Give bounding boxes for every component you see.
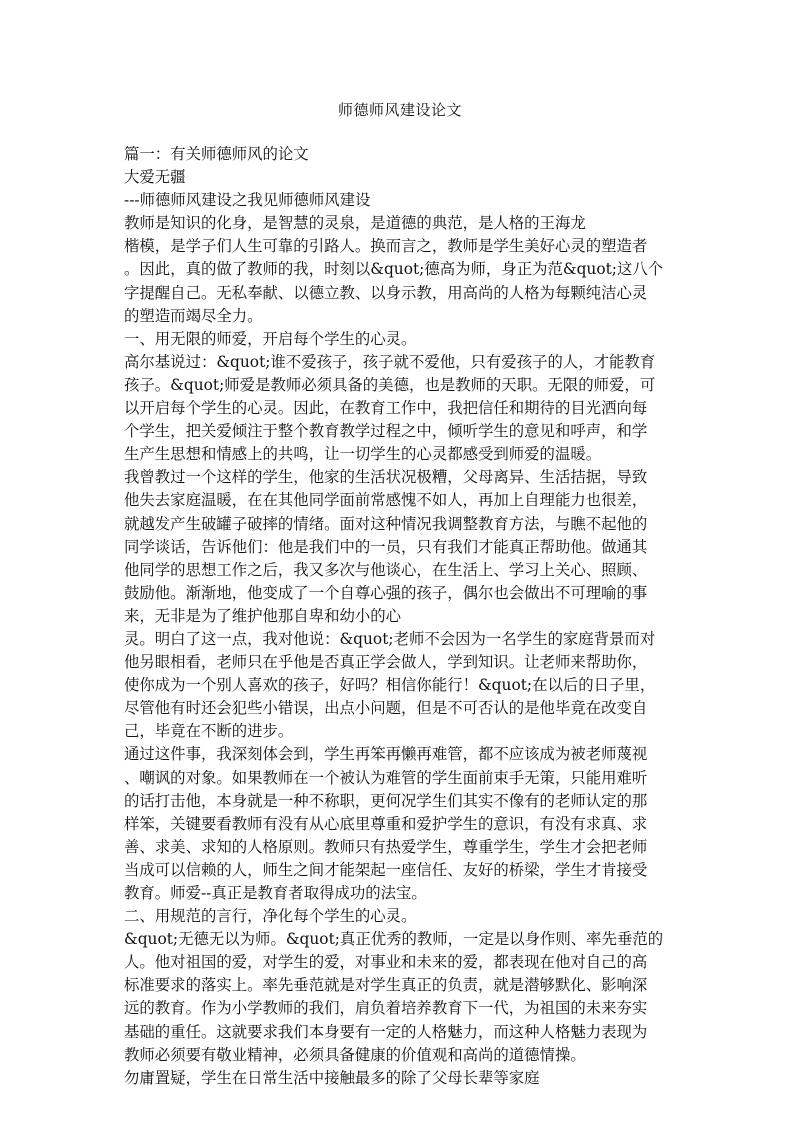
text-line: 鼓励他。渐渐地，他变成了一个自尊心强的孩子，偶尔也会做出不可理喻的事 xyxy=(124,583,648,602)
text-line: 生产生思想和情感上的共鸣，让一切学生的心灵都感受到师爱的温暖。 xyxy=(124,445,602,464)
text-line: 高尔基说过：&quot;谁不爱孩子，孩子就不爱他，只有爱孩子的人，才能教育 xyxy=(124,352,656,371)
text-line: 同学谈话，告诉他们：他是我们中的一员，只有我们才能真正帮助他。做通其 xyxy=(124,537,648,556)
document-body xyxy=(124,143,684,1090)
text-line: 二、用规范的言行，净化每个学生的心灵。 xyxy=(124,907,417,926)
text-line: 远的教育。作为小学教师的我们，肩负着培养教育下一代，为祖国的未来夯实 xyxy=(124,999,648,1018)
text-line: 使你成为一个别人喜欢的孩子，好吗？相信你能行！&quot;在以后的日子里， xyxy=(124,676,656,695)
text-line: 教师是知识的化身，是智慧的灵泉，是道德的典范，是人格的王海龙 xyxy=(124,214,586,233)
text-line: 标准要求的落实上。率先垂范就是对学生真正的负责，就是潜够默化、影响深 xyxy=(124,976,648,995)
text-line: &quot;无德无以为师。&quot;真正优秀的教师，一定是以身作则、率先垂范的 xyxy=(124,930,664,949)
text-line: 、嘲讽的对象。如果教师在一个被认为难管的学生面前束手无策，只能用难听 xyxy=(124,768,648,787)
text-line: 篇一：有关师德师风的论文 xyxy=(124,145,309,163)
text-line: 勿庸置疑，学生在日常生活中接触最多的除了父母长辈等家庭 xyxy=(124,1068,540,1087)
text-line: 来，无非是为了维护他那自卑和幼小的心 xyxy=(124,606,402,625)
text-line: 当成可以信赖的人，师生之间才能架起一座信任、友好的桥梁，学生才肯接受 xyxy=(124,860,648,879)
text-line: 他失去家庭温暖，在在其他同学面前常感愧不如人，再加上自理能力也很差， xyxy=(124,491,648,510)
text-line: 个学生，把关爱倾注于整个教育教学过程之中，倾听学生的意见和呼声，和学 xyxy=(124,422,648,441)
text-line: 通过这件事，我深刻体会到，学生再笨再懒再难管，都不应该成为被老师蔑视 xyxy=(124,745,648,764)
text-line: 样笨，关键要看教师有没有从心底里尊重和爱护学生的意识，有没有求真、求 xyxy=(124,814,648,833)
text-line: 他同学的思想工作之后，我又多次与他谈心，在生活上、学习上关心、照顾、 xyxy=(124,560,648,579)
text-line: 的塑造而竭尽全力。 xyxy=(124,306,263,325)
text-line: ---师德师风建设之我见师德师风建设 xyxy=(124,191,371,210)
text-line: 己，毕竟在不断的进步。 xyxy=(124,722,294,741)
text-line: 楷模，是学子们人生可靠的引路人。换而言之，教师是学生美好心灵的塑造者 xyxy=(124,237,648,256)
text-line: 的话打击他，本身就是一种不称职，更何况学生们其实不像有的老师认定的那 xyxy=(124,791,648,810)
text-line: 。因此，真的做了教师的我，时刻以&quot;德高为师，身正为范&quot;这八个 xyxy=(124,260,664,279)
text-line: 灵。明白了这一点，我对他说：&quot;老师不会因为一名学生的家庭背景而对 xyxy=(124,629,656,648)
text-line: 就越发产生破罐子破摔的情绪。面对这种情况我调整教育方法，与瞧不起他的 xyxy=(124,514,648,533)
text-line: 以开启每个学生的心灵。因此，在教育工作中，我把信任和期待的目光洒向每 xyxy=(124,399,648,418)
text-line: 尽管他有时还会犯些小错误，出点小问题，但是不可否认的是他毕竟在改变自 xyxy=(124,699,648,718)
text-line: 一、用无限的师爱，开启每个学生的心灵。 xyxy=(124,329,417,348)
text-line: 人。他对祖国的爱，对学生的爱，对事业和未来的爱，都表现在他对自己的高 xyxy=(124,953,648,972)
text-line: 教育。师爱--真正是教育者取得成功的法宝。 xyxy=(124,884,427,902)
text-line: 孩子。&quot;师爱是教师必须具备的美德，也是教师的天职。无限的师爱，可 xyxy=(124,375,656,394)
text-line: 善、求美、求知的人格原则。教师只有热爱学生，尊重学生，学生才会把老师 xyxy=(124,837,648,856)
text-line: 我曾教过一个这样的学生，他家的生活状况极糟，父母离异、生活拮据，导致 xyxy=(124,468,648,487)
text-line: 字提醒自己。无私奉献、以德立教、以身示教，用高尚的人格为每颗纯洁心灵 xyxy=(124,283,648,302)
text-line: 大爱无疆 xyxy=(124,168,186,187)
document-title: 师德师风建设论文 xyxy=(337,101,462,119)
text-line: 教师必须要有敬业精神，必须具备健康的价值观和高尚的道德情操。 xyxy=(124,1045,586,1064)
text-line: 基础的重任。这就要求我们本身要有一定的人格魅力，而这种人格魅力表现为 xyxy=(124,1022,648,1041)
text-line: 他另眼相看，老师只在乎他是否真正学会做人，学到知识。让老师来帮助你， xyxy=(124,653,648,672)
